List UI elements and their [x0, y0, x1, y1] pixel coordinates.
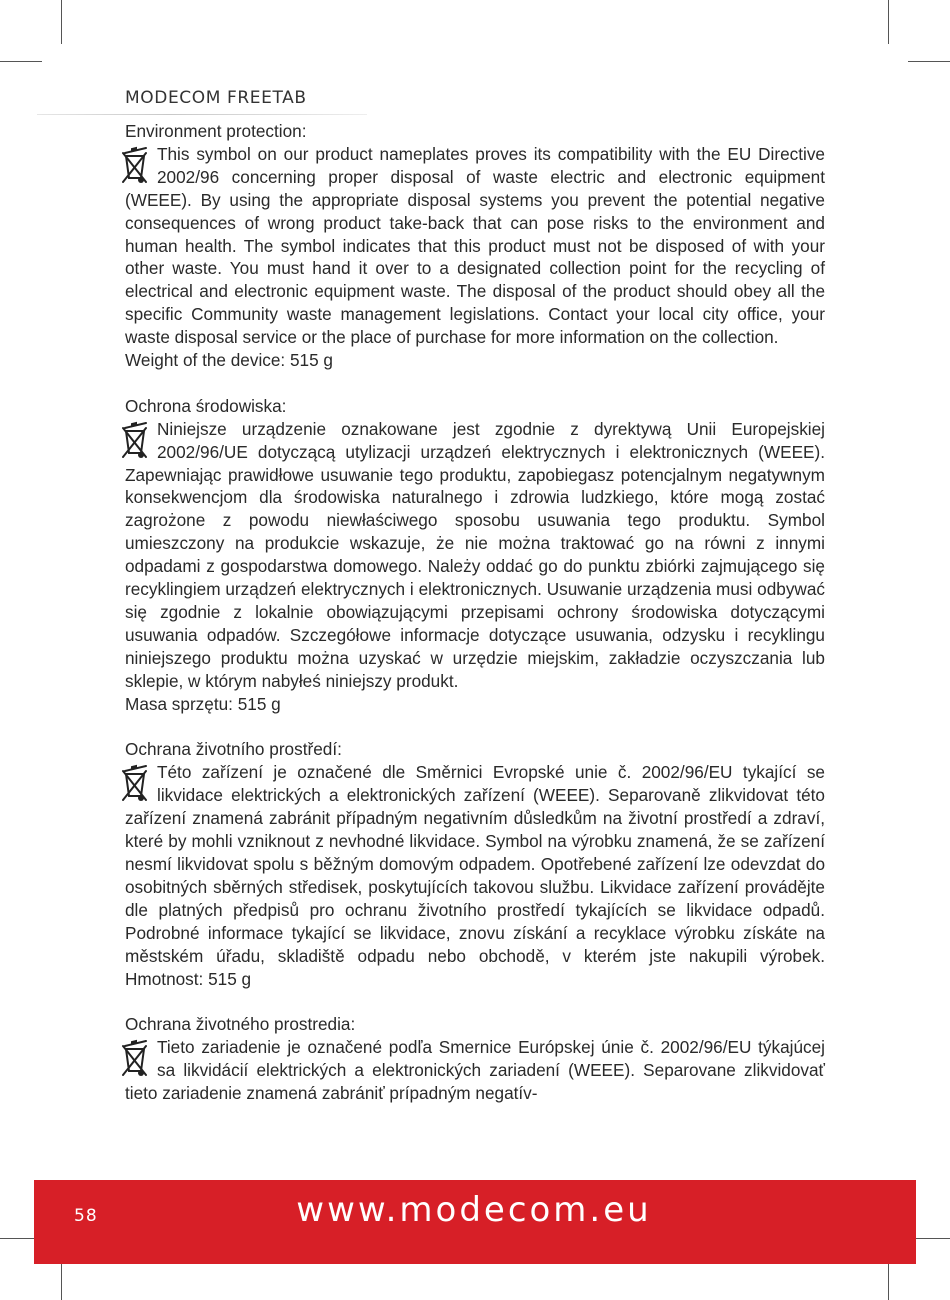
section-heading: Ochrona środowiska:	[125, 395, 287, 416]
section-text	[125, 761, 825, 990]
paragraph-text: Tieto zariadenie je označené podľa Smernice Európskej únie č. 2002/96/EU týkajúcej sa likvidácií elektrických a elektronických zariadení (WEEE). Separovane zlikvidovať tieto zariadenie znamená zabrániť prípadným negatív-	[125, 1037, 825, 1104]
weee-bin-icon	[119, 763, 149, 803]
section-heading: Ochrana životného prostredia:	[125, 1014, 356, 1035]
device-weight: Weight of the device: 515 g	[125, 350, 333, 371]
section-text	[125, 1036, 825, 1105]
document-body	[125, 120, 825, 1128]
section-heading: Environment protection:	[125, 121, 307, 141]
section-heading: Ochrana životního prostředí:	[125, 739, 342, 760]
running-header: MODECOM FREETAB	[125, 88, 307, 108]
header-divider	[37, 114, 367, 115]
page-number: 58	[74, 1206, 98, 1226]
crop-mark	[908, 61, 950, 62]
paragraph-text: Niniejsze urządzenie oznakowane jest zgodnie z dyrektywą Unii Europejskiej 2002/96/UE dotyczącą utylizacji urządzeń elektrycznych i elektronicznych (WEEE). Zapewniając prawidłowe usuwanie tego produktu, zapobiegasz potencjalnym negatywnym konsekwencjom dla środowiska naturalnego i zdrowia ludzkiego, które mogą zostać zagrożone z powodu niewłaściwego sposobu usuwania tego produktu. Symbol umieszczony na produkcie wskazuje, że nie można traktować go na równi z innymi odpadami z gospodarstwa domowego. Należy oddać go do punktu zbiórki zajmującego się recyklingiem urządzeń elektrycznych i elektronicznych. Usuwanie urządzenia musi odbywać się zgodnie z lokalnie obowiązującymi przepisami ochrony środowiska dotyczącymi usuwania odpadów. Szczegółowe informacje dotyczące usuwania, odzysku i recyklingu niniejszego produktu można uzyskać w urzędzie miejskim, zakładzie oczyszczania lub sklepie, w którym nabyłeś niniejszy produkt.	[125, 418, 825, 691]
website-url: www.modecom.eu	[296, 1190, 652, 1230]
weee-bin-icon	[119, 145, 149, 185]
section-text	[125, 143, 825, 349]
paragraph-text: This symbol on our product nameplates proves its compatibility with the EU Directive 2002/96 concerning proper disposal of waste electric and electronic equipment (WEEE). By using the appropriate disposal systems you prevent the potential negative consequences of wrong product take-back that can pose risks to the environment and human health. The symbol indicates that this product must not be disposed of with your other waste. You must hand it over to a designated collection point for the recycling of electrical and electronic equipment waste. The disposal of the product should obey all the specific Community waste management legislations. Contact your local city office, your waste disposal service or the place of purchase for more information on the collection.	[125, 143, 825, 348]
section-english	[125, 120, 825, 372]
device-weight: Masa sprzętu: 515 g	[125, 693, 281, 714]
section-czech	[125, 738, 825, 990]
crop-mark	[888, 0, 889, 44]
crop-mark	[61, 0, 62, 44]
weee-bin-icon	[119, 1038, 149, 1078]
section-slovak	[125, 1013, 825, 1105]
section-text	[125, 418, 825, 693]
footer-bar	[34, 1180, 916, 1264]
crop-mark	[0, 61, 42, 62]
paragraph-text: Této zařízení je označené dle Směrnici Evropské unie č. 2002/96/EU tykající se likvidace elektrických a elektronických zařízení (WEEE). Separovaně zlikvidovat této zařízení znamená zabránit případným negativním důsledkům na životní prostředí a zdraví, které by mohli vzniknout z nevhodné likvidace. Symbol na výrobku znamená, že se zařízení nesmí likvidovat spolu s běžným domovým odpadem. Opotřebené zařízení lze odevzdat do osobitných sběrných středisek, poskytujících takovou službu. Likvidace zařízení provádějte dle platných předpisů pro ochranu životního prostředí tykajících se likvidace odpadů. Podrobné informace tykající se likvidace, znovu získání a recyklace výrobku získáte na městském úřadu, skladiště odpadu nebo obchodě, v kterém jste nakupili výrobek. Hmotnost: 515 g	[125, 762, 825, 989]
section-polish	[125, 395, 825, 716]
weee-bin-icon	[119, 420, 149, 460]
